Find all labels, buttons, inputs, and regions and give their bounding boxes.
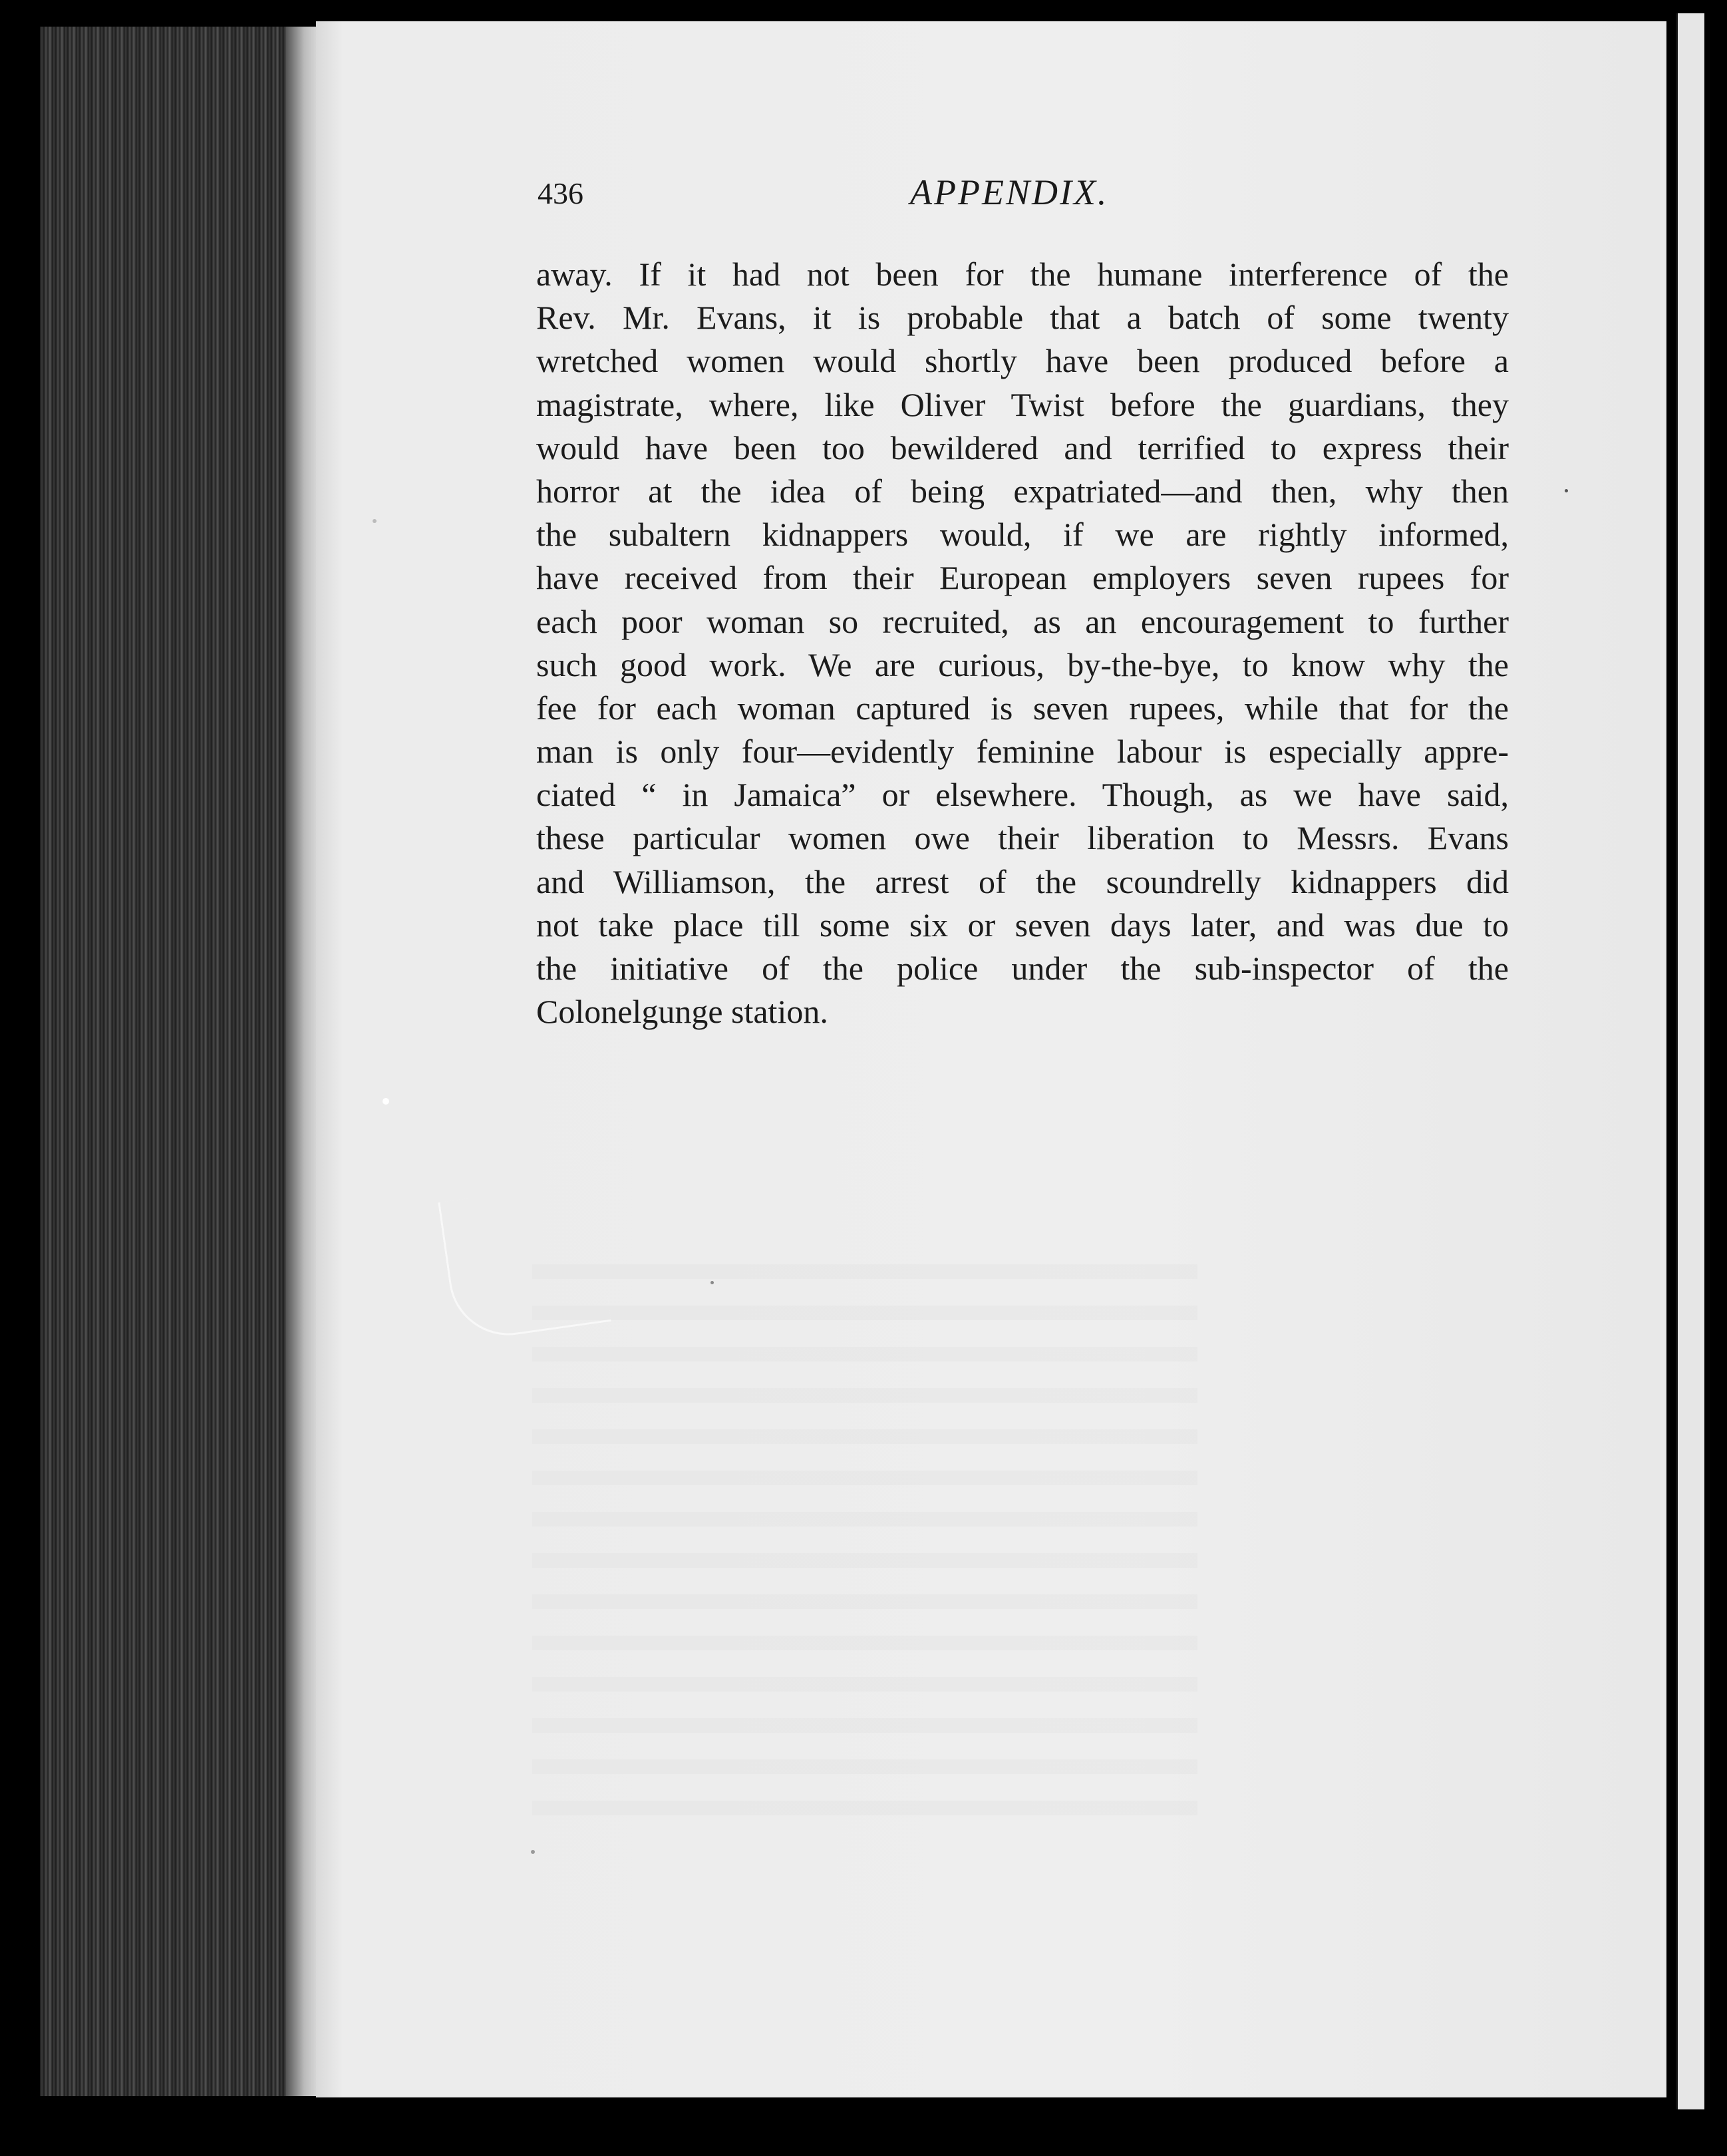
body-paragraph [536, 253, 1509, 1033]
text-line: horror at the idea of being expatriated—and then, why then [536, 472, 1509, 510]
text-line: have received from their European employers seven rupees for [536, 559, 1509, 597]
text-line: would have been too bewildered and terrified to express their [536, 429, 1509, 466]
running-head: APPENDIX. [910, 172, 1109, 212]
text-line: each poor woman so recruited, as an encouragement to further [536, 602, 1509, 640]
text-line: such good work. We are curious, by-the-bye, to know why the [536, 645, 1509, 683]
page-header [538, 172, 1509, 218]
text-line: away. If it had not been for the humane interference of the [536, 256, 1509, 293]
text-line: Rev. Mr. Evans, it is probable that a batch of some twenty [536, 299, 1509, 337]
dust-speck [531, 1850, 535, 1854]
show-through-texture [532, 1238, 1197, 1837]
text-line: Colonelgunge station. [536, 993, 828, 1031]
text-line: not take place till some six or seven days later, and was due to [536, 906, 1509, 944]
text-line: and Williamson, the arrest of the scoundrelly kidnappers did [536, 862, 1509, 900]
dust-speck [383, 1098, 389, 1105]
text-line: magistrate, where, like Oliver Twist before the guardians, they [536, 385, 1509, 423]
text-line: ciated “ in Jamaica” or elsewhere. Though, as we have said, [536, 776, 1509, 814]
text-line: man is only four—evidently feminine labour is especially appre- [536, 733, 1509, 771]
page-edge-highlight [286, 27, 319, 2096]
facing-page-sheet [1676, 13, 1704, 2109]
text-line: these particular women owe their liberation to Messrs. Evans [536, 819, 1509, 857]
text-line: the subaltern kidnappers would, if we are rightly informed, [536, 516, 1509, 554]
page-number: 436 [538, 176, 583, 210]
dust-speck [373, 519, 377, 523]
text-line: the initiative of the police under the sub-inspector of the [536, 950, 1509, 987]
text-line: wretched women would shortly have been produced before a [536, 342, 1509, 380]
book-page-edges [40, 27, 319, 2096]
dust-speck [1565, 489, 1568, 492]
dust-speck [710, 1281, 714, 1284]
facing-page-sliver [1666, 0, 1727, 2156]
text-line: fee for each woman captured is seven rupees, while that for the [536, 689, 1509, 727]
